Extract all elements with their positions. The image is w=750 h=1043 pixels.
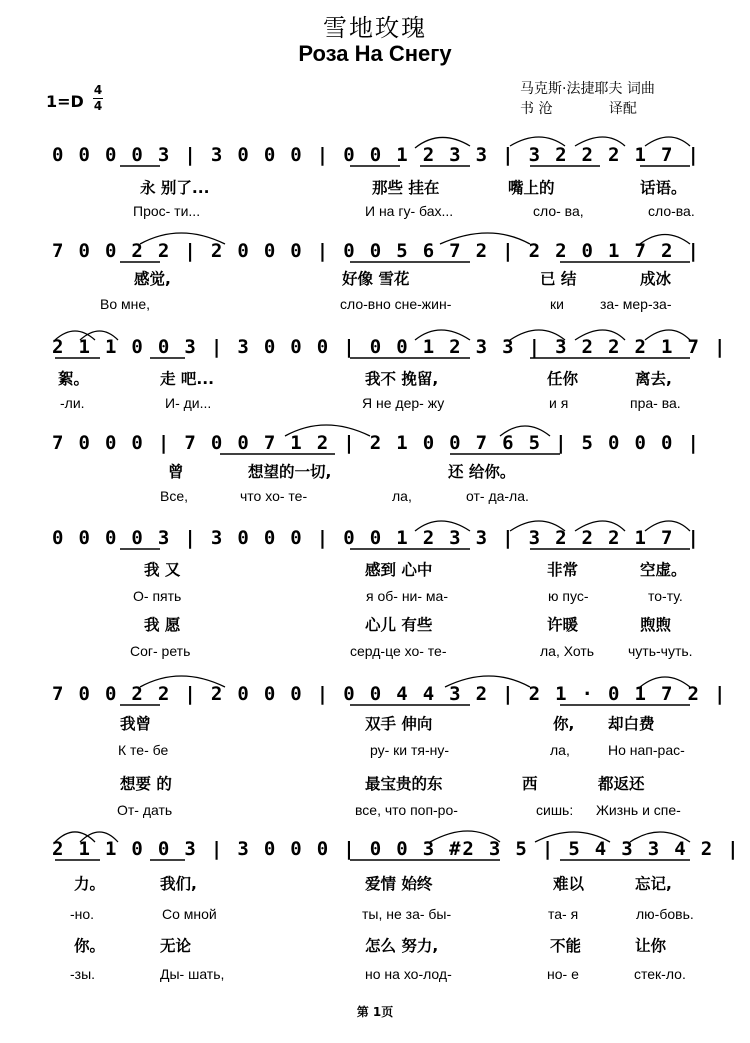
lyric-cn-7b-seg2: 无论: [160, 937, 192, 955]
lyric-cn-2a-seg1: 感觉,: [134, 270, 171, 288]
lyric-cn-5b-seg1: 我 愿: [144, 616, 181, 634]
lyric-ru-5a-seg3: ю пус-: [548, 588, 589, 604]
lyric-ru-2a-seg4: за- мер-за-: [600, 296, 672, 312]
lyric-cn-7a-seg4: 难以: [553, 875, 585, 893]
lyric-ru-5b-seg2: серд-це хо- те-: [350, 643, 447, 659]
lyric-ru-6a-seg4: Но нап-рас-: [608, 742, 685, 758]
lyric-ru-6b-seg4: Жизнь и спе-: [596, 802, 681, 818]
lyric-ru-4a-seg2: что хо- те-: [240, 488, 308, 504]
lyric-cn-1a-seg2: 那些 挂在: [372, 179, 440, 197]
lyric-ru-6a-seg1: К те- бе: [118, 742, 169, 758]
lyric-ru-7b-seg3: но на хо-лод-: [365, 966, 452, 982]
lyric-cn-6b-seg1: 想要 的: [120, 775, 172, 793]
lyric-cn-7a-seg2: 我们,: [160, 875, 197, 893]
notation-line-3: 2 1 1 0 0 3 | 3 0 0 0 | 0 0 1 2 3 3 | 3 2 2 2 1 7 |: [52, 336, 728, 358]
lyric-cn-1a-seg3: 嘴上的: [508, 179, 555, 197]
lyric-cn-4a-seg3: 还 给你。: [448, 463, 516, 481]
key-signature: 1=D: [46, 92, 84, 111]
lyric-ru-5b-seg4: чуть-чуть.: [628, 643, 693, 659]
lyric-cn-3a-seg5: 离去,: [635, 370, 672, 388]
composer-credit: [520, 78, 655, 98]
lyric-cn-2a-seg2: 好像 雪花: [342, 270, 410, 288]
lyric-ru-6b-seg1: От- дать: [117, 802, 173, 818]
lyric-ru-4a-seg1: Все,: [160, 488, 189, 504]
lyric-ru-3a-seg3: Я не дер- жу: [362, 395, 445, 411]
lyric-cn-7a-seg3: 爱情 始终: [365, 875, 433, 893]
lyric-ru-7a-seg1: -но.: [70, 906, 95, 922]
lyric-cn-6a-seg2: 双手 伸向: [365, 715, 433, 733]
lyric-ru-2a-seg3: ки: [550, 296, 564, 312]
notation-line-1: 0 0 0 0 3 | 3 0 0 0 | 0 0 1 2 3 3 | 3 2 2 2 1 7 |: [52, 144, 701, 166]
lyric-cn-6a-seg3: 你,: [553, 715, 575, 733]
lyric-ru-4a-seg3: ла,: [392, 488, 412, 504]
lyric-cn-5a-seg1: 我 又: [144, 561, 181, 579]
lyric-cn-5a-seg3: 非常: [547, 561, 579, 579]
lyric-ru-7b-seg4: но- е: [547, 966, 579, 982]
composer-name: 马克斯·法捷耶夫: [520, 81, 623, 97]
translator-credit: [520, 98, 637, 118]
lyric-ru-7b-seg1: -зы.: [70, 966, 96, 982]
translator-role: 译配: [608, 101, 637, 117]
lyric-cn-6b-seg3: 西: [522, 775, 538, 793]
lyric-ru-6b-seg2: все, что поп-ро-: [355, 802, 458, 818]
page-number: 第 1页: [356, 1005, 394, 1019]
lyric-ru-7b-seg5: стек-ло.: [634, 966, 686, 982]
lyric-cn-5a-seg4: 空虚。: [640, 561, 687, 579]
lyric-ru-1a-seg2: И на гу- бах...: [365, 203, 454, 219]
lyric-ru-2a-seg2: сло-вно сне-жин-: [340, 296, 452, 312]
lyric-ru-6a-seg2: ру- ки тя-ну-: [370, 742, 450, 758]
lyric-ru-6b-seg3: сишь:: [536, 802, 574, 818]
lyric-ru-3a-seg4: и я: [549, 395, 569, 411]
lyric-ru-1a-seg3: сло- ва,: [533, 203, 584, 219]
lyric-cn-3a-seg2: 走 吧...: [160, 370, 215, 388]
lyric-cn-5a-seg2: 感到 心中: [365, 561, 433, 579]
notation-line-5: 0 0 0 0 3 | 3 0 0 0 | 0 0 1 2 3 3 | 3 2 2 2 1 7 |: [52, 527, 701, 549]
lyric-ru-1a-seg4: сло-ва.: [648, 203, 695, 219]
lyric-cn-7a-seg5: 忘记,: [635, 875, 672, 893]
lyric-cn-7b-seg5: 让你: [635, 937, 667, 955]
lyric-cn-7a-seg1: 力。: [74, 875, 106, 893]
lyric-ru-5a-seg1: О- пять: [133, 588, 182, 604]
lyric-cn-4a-seg1: 曾: [168, 463, 184, 481]
lyric-ru-2a-seg1: Во мне,: [100, 296, 151, 312]
notation-line-6: 7 0 0 2 2 | 2 0 0 0 | 0 0 4 4 3 2 | 2 1 · 0 1 7 2 |: [52, 683, 728, 705]
lyric-cn-1a-seg4: 话语。: [640, 179, 687, 197]
lyric-cn-6b-seg2: 最宝贵的东: [365, 775, 443, 793]
lyric-ru-1a-seg1: Прос- ти...: [133, 203, 201, 219]
lyric-cn-7b-seg4: 不能: [550, 937, 582, 955]
time-signature-top: 4: [93, 83, 103, 97]
time-signature-bottom: 4: [93, 99, 103, 113]
lyric-cn-5b-seg2: 心儿 有些: [365, 616, 433, 634]
lyric-cn-6a-seg4: 却白费: [608, 715, 655, 733]
lyric-ru-7a-seg3: ты, не за- бы-: [362, 906, 452, 922]
lyric-cn-3a-seg1: 絮。: [58, 370, 90, 388]
lyric-cn-1a-seg1: 永 别了...: [140, 179, 210, 197]
lyric-ru-5a-seg2: я об- ни- ма-: [366, 588, 449, 604]
lyric-ru-5b-seg3: ла, Хоть: [540, 643, 595, 659]
composer-role: 词曲: [626, 81, 655, 97]
translator-name: 书 沧: [520, 101, 553, 117]
lyric-ru-3a-seg2: И- ди...: [165, 395, 212, 411]
lyric-ru-7a-seg4: та- я: [548, 906, 579, 922]
lyric-cn-2a-seg3: 已 结: [540, 270, 577, 288]
notation-line-4: 7 0 0 0 | 7 0 0 7 1 2 | 2 1 0 0 7 6 5 | 5 0 0 0 |: [52, 432, 701, 454]
lyric-ru-7a-seg2: Со мной: [162, 906, 217, 922]
lyric-ru-3a-seg1: -ли.: [60, 395, 85, 411]
lyric-cn-5b-seg3: 许暖: [547, 616, 579, 634]
song-title-russian: Роза На Снегу: [298, 41, 452, 66]
lyric-ru-3a-seg5: пра- ва.: [630, 395, 681, 411]
lyric-ru-7b-seg2: Ды- шать,: [160, 966, 225, 982]
lyric-cn-6a-seg1: 我曾: [120, 715, 152, 733]
lyric-cn-6b-seg4: 都返还: [598, 775, 645, 793]
lyric-ru-4a-seg4: от- да-ла.: [466, 488, 529, 504]
lyric-cn-4a-seg2: 想望的一切,: [248, 463, 332, 481]
lyric-ru-5a-seg4: то-ту.: [648, 588, 683, 604]
lyric-ru-5b-seg1: Сог- реть: [130, 643, 191, 659]
lyric-ru-6a-seg3: ла,: [550, 742, 570, 758]
lyric-cn-5b-seg4: 煦煦: [640, 616, 672, 634]
time-signature: [93, 84, 103, 113]
notation-line-7: 2 1 1 0 0 3 | 3 0 0 0 | 0 0 3 #2 3 5 | 5 4 3 3 4 2 |: [52, 838, 741, 860]
lyric-cn-7b-seg3: 怎么 努力,: [365, 937, 439, 955]
lyric-ru-7a-seg5: лю-бовь.: [636, 906, 694, 922]
notation-line-2: 7 0 0 2 2 | 2 0 0 0 | 0 0 5 6 7 2 | 2 2 0 1 7 2 |: [52, 240, 701, 262]
lyric-cn-2a-seg4: 成冰: [640, 270, 672, 288]
lyric-cn-7b-seg1: 你。: [74, 937, 106, 955]
lyric-cn-3a-seg4: 任你: [547, 370, 579, 388]
lyric-cn-3a-seg3: 我不 挽留,: [365, 370, 439, 388]
song-title-chinese: 雪地玫瑰: [323, 14, 427, 42]
